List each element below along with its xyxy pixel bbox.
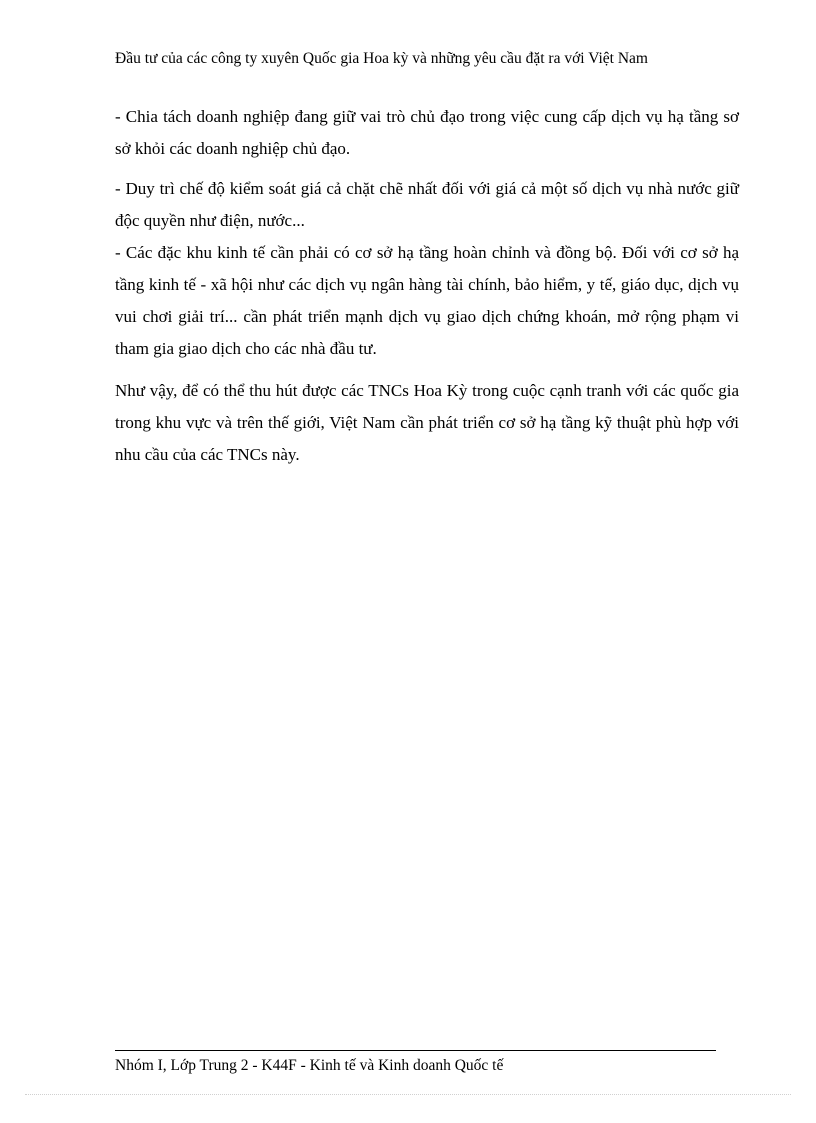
paragraph-special-economic-zones: - Các đặc khu kinh tế cần phải có cơ sở hạ tầng hoàn chỉnh và đồng bộ. Đối với cơ sở hạ tầng kinh tế - xã hội như các dịch vụ ngân hàng tài chính, bảo hiểm, y tế, giáo dục, dịch vụ vui chơi giải trí... cần phát triển mạnh dịch vụ giao dịch chứng khoán, mở rộng phạm vi tham gia giao dịch cho các nhà đầu tư. — [115, 243, 739, 358]
document-body — [115, 101, 739, 471]
paragraph-conclusion: Như vậy, để có thể thu hút được các TNCs Hoa Kỳ trong cuộc cạnh tranh với các quốc gia trong khu vực và trên thế giới, Việt Nam cần phát triển cơ sở hạ tầng kỹ thuật phù hợp với nhu cầu của các TNCs này. — [115, 381, 739, 464]
page-bottom-border — [25, 1094, 791, 1095]
page-footer: Nhóm I, Lớp Trung 2 - K44F - Kinh tế và Kinh doanh Quốc tế — [115, 1057, 504, 1074]
paragraph-price-control: - Duy trì chế độ kiểm soát giá cả chặt chẽ nhất đối với giá cả một số dịch vụ nhà nước giữ độc quyền như điện, nước... — [115, 179, 739, 230]
paragraph-separate-infrastructure: - Chia tách doanh nghiệp đang giữ vai trò chủ đạo trong việc cung cấp dịch vụ hạ tầng sơ sở khỏi các doanh nghiệp chủ đạo. — [115, 107, 739, 158]
page-header: Đầu tư của các công ty xuyên Quốc gia Hoa kỳ và những yêu cầu đặt ra với Việt Nam — [115, 50, 648, 67]
footer-divider — [115, 1050, 716, 1051]
